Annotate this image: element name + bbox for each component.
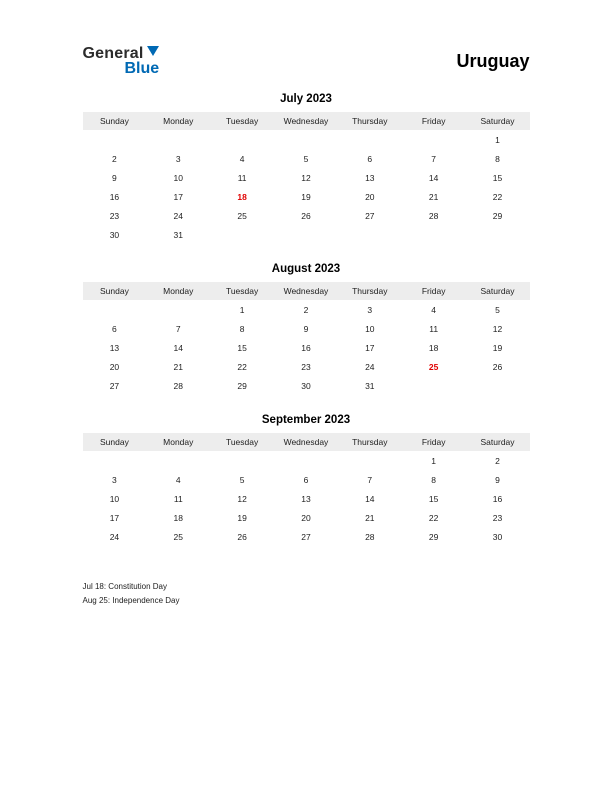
date-cell: 19 xyxy=(301,191,311,202)
date-cell: 4 xyxy=(175,474,181,485)
week-row xyxy=(83,319,530,338)
logo-flag-icon xyxy=(146,45,160,61)
date-cell: 23 xyxy=(492,512,503,523)
date-cell: 22 xyxy=(237,361,247,372)
date-cell: 28 xyxy=(365,531,375,542)
weekday-header: Thursday xyxy=(338,433,402,451)
empty-date-cell xyxy=(402,225,466,244)
date-cell: 1 xyxy=(431,455,436,466)
date-cell: 15 xyxy=(428,493,439,504)
empty-date-cell xyxy=(402,376,466,395)
empty-date-cell xyxy=(466,225,530,244)
month-title: September 2023 xyxy=(261,414,351,426)
empty-date-cell xyxy=(210,225,274,244)
week-row xyxy=(83,508,530,527)
empty-date-cell xyxy=(338,130,402,149)
date-cell: 18 xyxy=(428,342,439,353)
empty-date-cell xyxy=(83,451,147,470)
date-cell: 23 xyxy=(301,361,311,372)
weekday-header: Friday xyxy=(402,282,466,300)
weekday-header: Tuesday xyxy=(210,433,274,451)
date-cell: 20 xyxy=(365,191,375,202)
date-cell: 5 xyxy=(239,474,245,485)
date-cell: 16 xyxy=(492,493,503,504)
date-cell: 16 xyxy=(301,342,311,353)
week-row xyxy=(83,470,530,489)
date-cell: 6 xyxy=(367,153,373,164)
date-cell: 13 xyxy=(109,342,120,353)
date-cell: 11 xyxy=(173,493,183,504)
date-cell: 12 xyxy=(492,323,503,334)
weekday-header: Tuesday xyxy=(210,112,274,130)
date-cell: 2 xyxy=(495,455,500,466)
empty-date-cell xyxy=(146,451,210,470)
months-container xyxy=(83,93,530,546)
date-cell: 8 xyxy=(431,474,436,485)
date-cell: 10 xyxy=(109,493,120,504)
month-calendar xyxy=(83,263,530,395)
weekday-header: Friday xyxy=(402,433,466,451)
date-cell: 16 xyxy=(109,191,120,202)
holiday-note: Jul 18: Constitution Day xyxy=(82,582,167,591)
empty-date-cell xyxy=(274,130,338,149)
date-cell: 14 xyxy=(365,493,375,504)
date-cell: 24 xyxy=(173,210,183,221)
date-cell: 30 xyxy=(301,380,311,391)
date-cell: 26 xyxy=(301,210,311,221)
weekday-header: Sunday xyxy=(83,433,147,451)
week-row xyxy=(83,376,530,395)
month-title: August 2023 xyxy=(271,263,341,275)
empty-date-cell xyxy=(210,130,274,149)
date-cell: 8 xyxy=(495,153,500,164)
date-cell: 27 xyxy=(109,380,120,391)
date-cell: 15 xyxy=(237,342,247,353)
date-cell: 1 xyxy=(495,134,500,145)
weekday-header: Tuesday xyxy=(210,282,274,300)
date-cell: 5 xyxy=(303,153,309,164)
date-cell: 12 xyxy=(301,172,311,183)
weekday-header: Wednesday xyxy=(274,433,338,451)
week-row xyxy=(83,149,530,168)
month-title: July 2023 xyxy=(280,93,332,105)
week-row xyxy=(83,206,530,225)
month-table xyxy=(83,433,530,546)
date-cell: 11 xyxy=(429,323,439,334)
date-cell: 10 xyxy=(173,172,183,183)
date-cell: 21 xyxy=(365,512,375,523)
date-cell: 15 xyxy=(492,172,503,183)
date-cell: 3 xyxy=(175,153,181,164)
date-cell: 13 xyxy=(365,172,375,183)
date-cell: 18 xyxy=(237,191,247,202)
date-cell: 20 xyxy=(301,512,311,523)
empty-date-cell xyxy=(402,130,466,149)
week-row xyxy=(83,338,530,357)
week-row xyxy=(83,451,530,470)
weekday-header: Wednesday xyxy=(274,282,338,300)
empty-date-cell xyxy=(83,130,147,149)
weekday-header: Friday xyxy=(402,112,466,130)
date-cell: 27 xyxy=(365,210,375,221)
weekday-header: Wednesday xyxy=(274,112,338,130)
week-row xyxy=(83,527,530,546)
page-content xyxy=(83,0,530,608)
holiday-note: Aug 25: Independence Day xyxy=(82,596,180,605)
month-table xyxy=(83,282,530,395)
weekday-header: Monday xyxy=(146,433,210,451)
weekday-header-row xyxy=(83,282,530,300)
date-cell: 3 xyxy=(367,304,373,315)
date-cell: 24 xyxy=(365,361,375,372)
general-blue-logo xyxy=(83,46,160,77)
date-cell: 26 xyxy=(237,531,247,542)
weekday-header: Saturday xyxy=(466,112,530,130)
date-cell: 25 xyxy=(173,531,183,542)
date-cell: 4 xyxy=(239,153,245,164)
date-cell: 17 xyxy=(109,512,120,523)
week-row xyxy=(83,357,530,376)
date-cell: 29 xyxy=(492,210,503,221)
date-cell: 29 xyxy=(428,531,439,542)
date-cell: 7 xyxy=(367,474,373,485)
date-cell: 9 xyxy=(112,172,117,183)
logo-word-blue: Blue xyxy=(124,60,160,77)
page-header xyxy=(83,46,530,77)
date-cell: 30 xyxy=(109,229,120,240)
date-cell: 6 xyxy=(112,323,117,334)
holiday-notes xyxy=(83,580,530,608)
date-cell: 2 xyxy=(303,304,309,315)
week-row xyxy=(83,130,530,149)
date-cell: 21 xyxy=(428,191,439,202)
empty-date-cell xyxy=(338,225,402,244)
date-cell: 26 xyxy=(492,361,503,372)
weekday-header: Saturday xyxy=(466,282,530,300)
date-cell: 4 xyxy=(431,304,436,315)
weekday-header: Monday xyxy=(146,112,210,130)
date-cell: 31 xyxy=(173,229,183,240)
date-cell: 29 xyxy=(237,380,247,391)
date-cell: 12 xyxy=(237,493,247,504)
date-cell: 28 xyxy=(173,380,183,391)
weekday-header: Saturday xyxy=(466,433,530,451)
date-cell: 24 xyxy=(109,531,120,542)
month-calendar xyxy=(83,414,530,546)
empty-date-cell xyxy=(274,225,338,244)
weekday-header: Sunday xyxy=(83,112,147,130)
month-calendar xyxy=(83,93,530,244)
empty-date-cell xyxy=(338,451,402,470)
date-cell: 14 xyxy=(173,342,183,353)
empty-date-cell xyxy=(466,376,530,395)
weekday-header: Monday xyxy=(146,282,210,300)
date-cell: 9 xyxy=(303,323,309,334)
empty-date-cell xyxy=(146,300,210,319)
week-row xyxy=(83,489,530,508)
country-title: Uruguay xyxy=(456,51,530,71)
empty-date-cell xyxy=(210,451,274,470)
weekday-header-row xyxy=(83,112,530,130)
date-cell: 31 xyxy=(365,380,375,391)
date-cell: 22 xyxy=(492,191,503,202)
date-cell: 7 xyxy=(175,323,181,334)
date-cell: 5 xyxy=(495,304,500,315)
date-cell: 19 xyxy=(492,342,503,353)
date-cell: 1 xyxy=(239,304,245,315)
week-row xyxy=(83,168,530,187)
date-cell: 17 xyxy=(365,342,375,353)
week-row xyxy=(83,225,530,244)
date-cell: 17 xyxy=(173,191,183,202)
date-cell: 25 xyxy=(428,361,439,372)
date-cell: 21 xyxy=(173,361,183,372)
empty-date-cell xyxy=(274,451,338,470)
date-cell: 11 xyxy=(237,172,247,183)
date-cell: 7 xyxy=(431,153,436,164)
weekday-header: Thursday xyxy=(338,112,402,130)
date-cell: 8 xyxy=(239,323,245,334)
date-cell: 25 xyxy=(237,210,247,221)
date-cell: 10 xyxy=(365,323,375,334)
date-cell: 18 xyxy=(173,512,183,523)
date-cell: 28 xyxy=(428,210,439,221)
weekday-header-row xyxy=(83,433,530,451)
empty-date-cell xyxy=(146,130,210,149)
weekday-header: Thursday xyxy=(338,282,402,300)
month-table xyxy=(83,112,530,244)
date-cell: 2 xyxy=(112,153,117,164)
date-cell: 13 xyxy=(301,493,311,504)
weekday-header: Sunday xyxy=(83,282,147,300)
date-cell: 20 xyxy=(109,361,120,372)
date-cell: 19 xyxy=(237,512,247,523)
logo-word-general: General xyxy=(82,45,144,62)
date-cell: 9 xyxy=(495,474,500,485)
date-cell: 3 xyxy=(112,474,117,485)
date-cell: 23 xyxy=(109,210,120,221)
date-cell: 22 xyxy=(428,512,439,523)
date-cell: 27 xyxy=(301,531,311,542)
week-row xyxy=(83,187,530,206)
date-cell: 6 xyxy=(303,474,309,485)
week-row xyxy=(83,300,530,319)
empty-date-cell xyxy=(83,300,147,319)
date-cell: 14 xyxy=(428,172,439,183)
date-cell: 30 xyxy=(492,531,503,542)
